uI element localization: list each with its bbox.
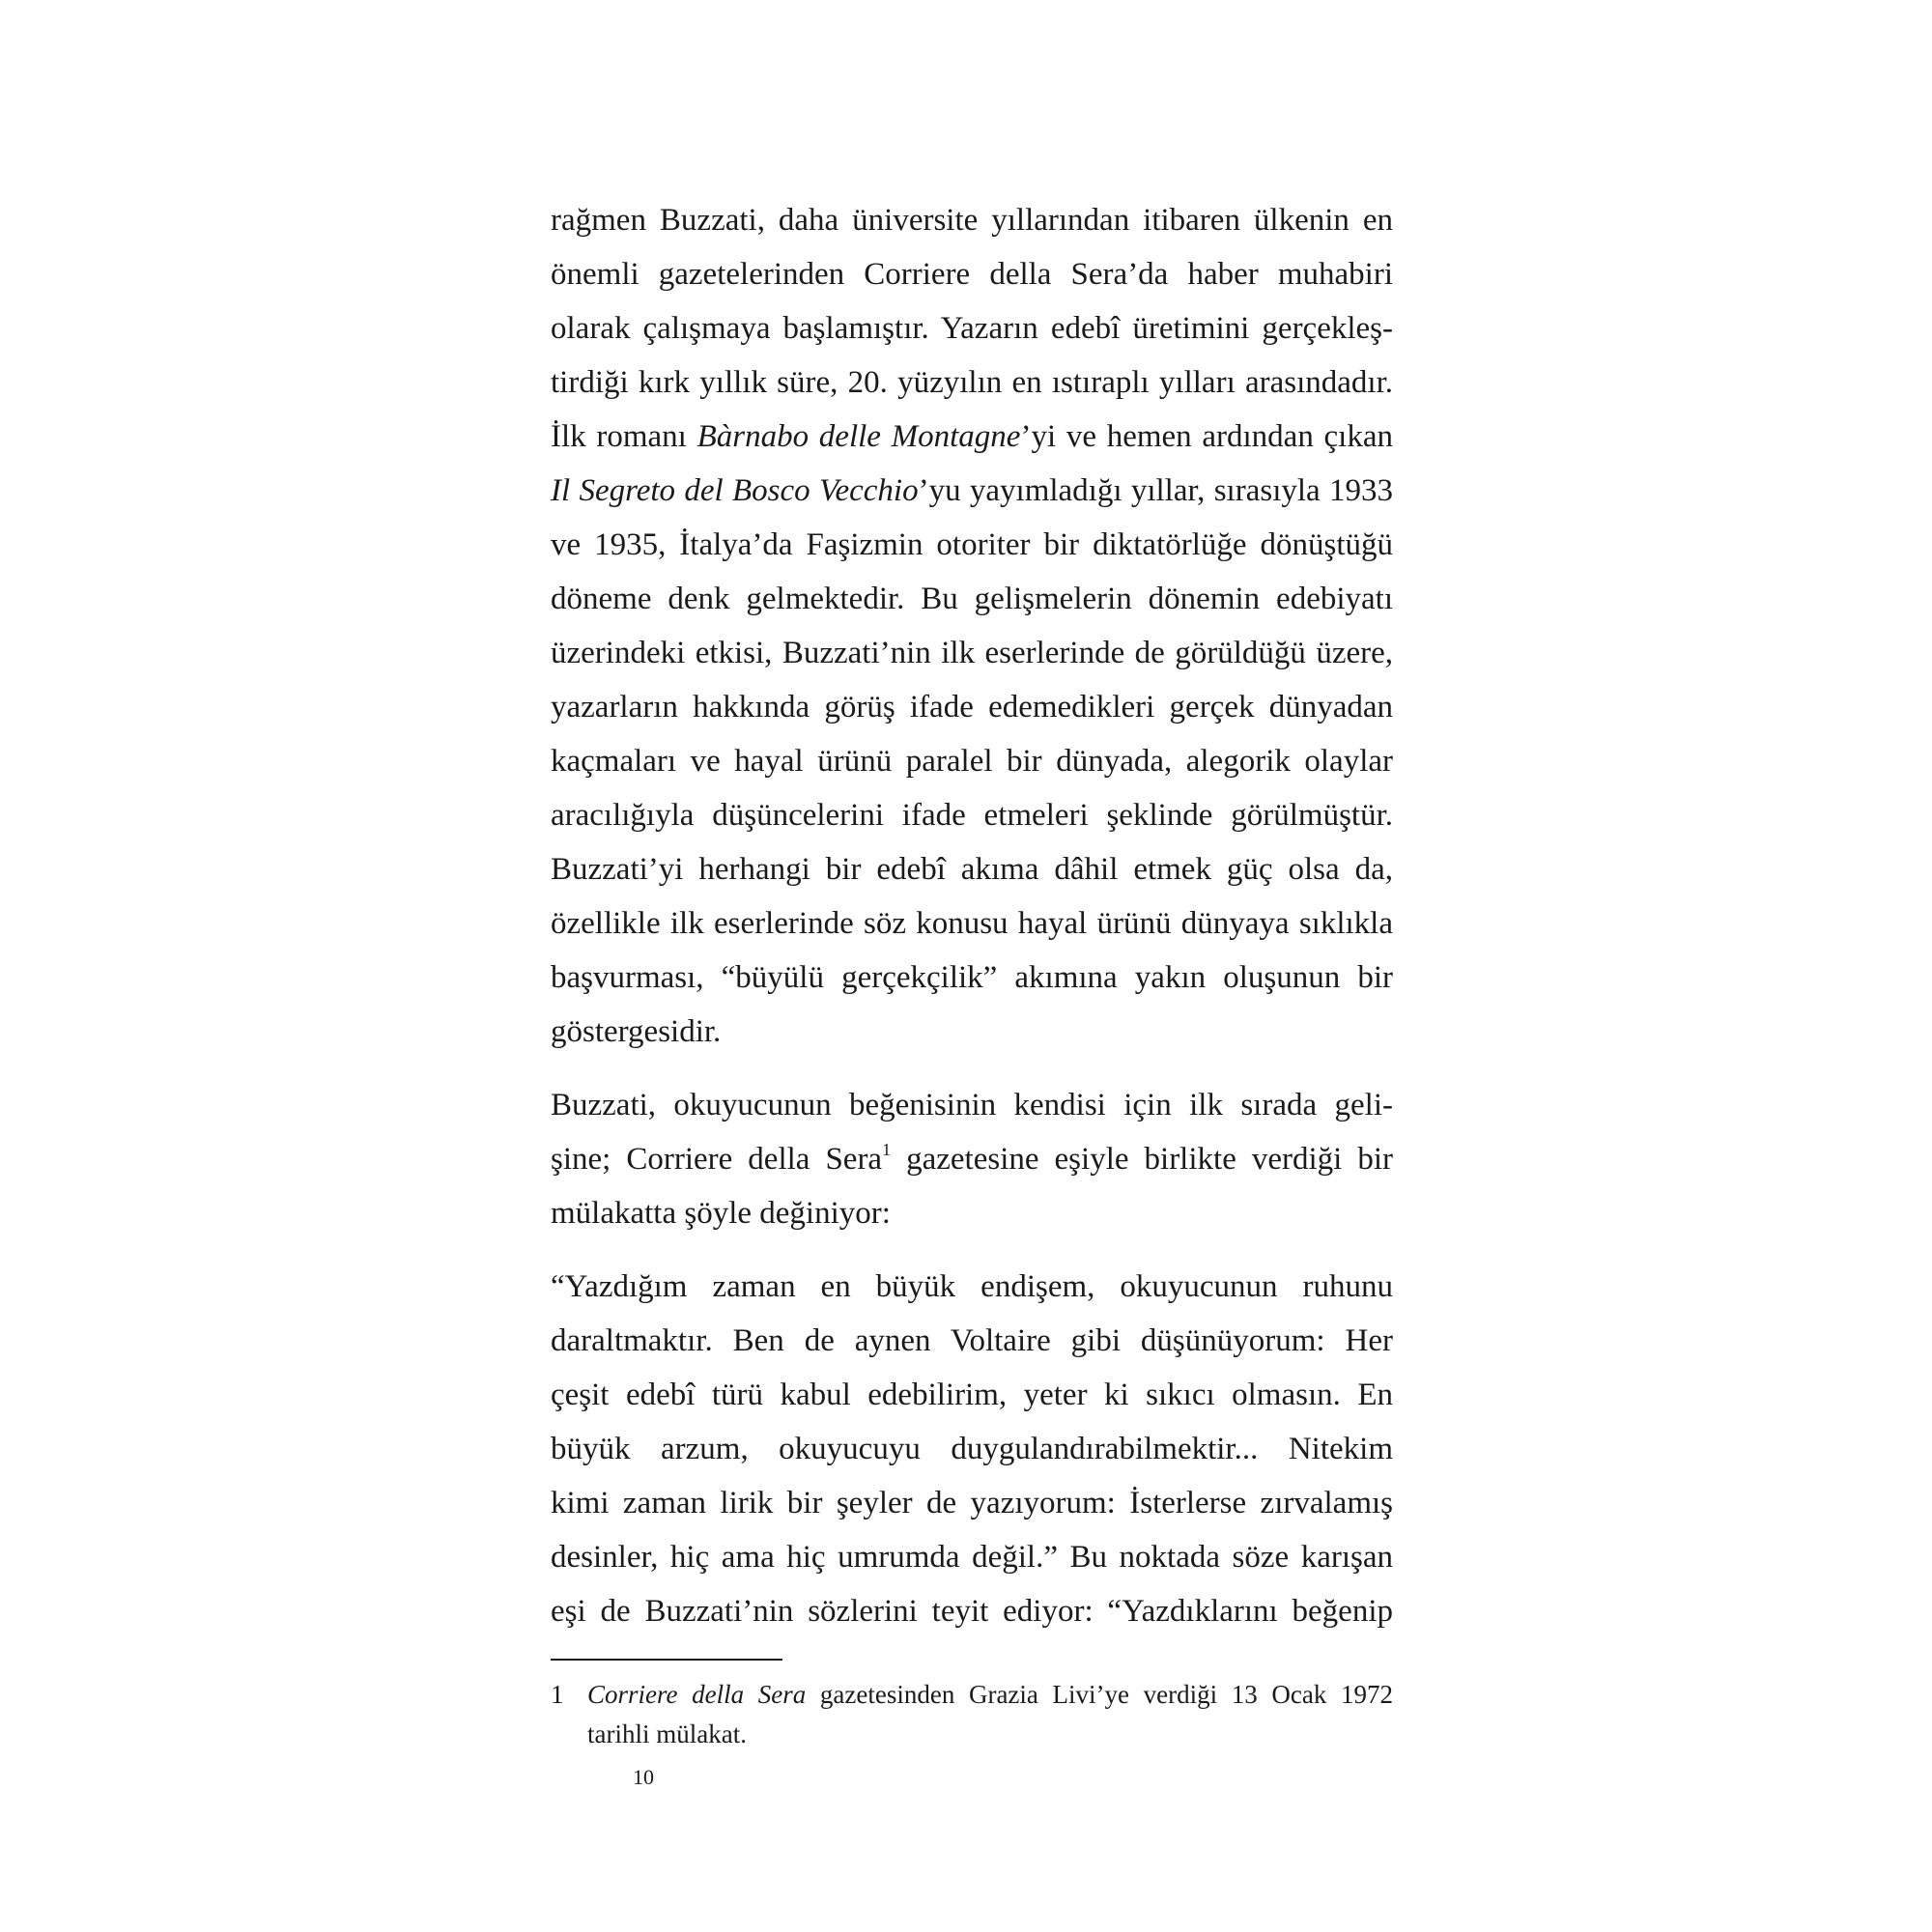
text-line <box>551 464 1393 518</box>
footnote-separator <box>551 1659 782 1661</box>
text-segment: özellikle ilk eserlerinde söz konusu hayal ürünü dünyaya sıklıkla <box>551 906 1393 941</box>
paragraph-gap <box>551 1059 1393 1078</box>
italic-title: Bàrnabo delle Montagne <box>696 419 1021 454</box>
text-line <box>551 951 1393 1005</box>
paragraph <box>551 193 1393 1059</box>
text-line <box>551 788 1393 842</box>
text-segment: mülakatta şöyle değiniyor: <box>551 1196 891 1231</box>
text-segment: kimi zaman lirik bir şeyler de yazıyorum: İsterlerse zırvalamış <box>551 1486 1393 1520</box>
text-segment: ve 1935, İtalya’da Faşizmin otoriter bir diktatörlüğe dönüştüğü <box>551 527 1393 562</box>
text-segment: üzerindeki etkisi, Buzzati’nin ilk eserlerinde de görüldüğü üzere, <box>551 636 1393 670</box>
text-segment: çeşit edebî türü kabul edebilirim, yeter ki sıkıcı olmasın. En <box>551 1378 1393 1412</box>
paragraph <box>551 1078 1393 1240</box>
text-line <box>551 247 1393 301</box>
text-segment: ’yu yayımladığı yıllar, sırasıyla 1933 <box>918 473 1394 508</box>
text-line <box>551 193 1393 247</box>
text-segment: desinler, hiç ama hiç umrumda değil.” Bu noktada söze karışan <box>551 1540 1393 1575</box>
book-page <box>551 193 1393 1835</box>
footnote-text <box>587 1675 1393 1754</box>
text-segment: başvurması, “büyülü gerçekçilik” akımına yakın oluşunun bir <box>551 960 1393 995</box>
footnote <box>551 1675 1393 1754</box>
text-line <box>551 1368 1393 1422</box>
text-line <box>587 1675 1393 1715</box>
text-segment: “Yazdığım zaman en büyük endişem, okuyucunun ruhunu <box>551 1269 1393 1304</box>
text-line <box>551 355 1393 410</box>
text-line <box>551 896 1393 951</box>
text-segment: Buzzati’yi herhangi bir edebî akıma dâhil etmek güç olsa da, <box>551 852 1393 887</box>
text-line <box>551 1422 1393 1476</box>
text-line <box>551 680 1393 734</box>
body-text <box>551 193 1393 1638</box>
text-segment: tarihli mülakat. <box>587 1719 747 1748</box>
italic-title: Il Segreto del Bosco Vecchio <box>551 473 919 508</box>
text-line <box>551 1132 1393 1186</box>
footnote-reference: 1 <box>882 1140 892 1159</box>
page-number: 10 <box>633 1765 654 1789</box>
text-segment: göstergesidir. <box>551 1014 722 1049</box>
text-segment: gazetesinden Grazia Livi’ye verdiği 13 Ocak 1972 <box>806 1680 1393 1709</box>
text-line <box>551 572 1393 626</box>
text-segment: İlk romanı <box>551 419 697 454</box>
text-segment: şine; Corriere della Sera <box>551 1142 883 1177</box>
text-segment: döneme denk gelmektedir. Bu gelişmelerin dönemin edebiyatı <box>551 582 1393 616</box>
text-segment: daraltmaktır. Ben de aynen Voltaire gibi düşünüyorum: Her <box>551 1323 1393 1358</box>
text-segment: büyük arzum, okuyucuyu duygulandırabilmektir... Nitekim <box>551 1432 1393 1466</box>
paragraph <box>551 1260 1393 1638</box>
text-segment: aracılığıyla düşüncelerini ifade etmeleri şeklinde görülmüştür. <box>551 798 1393 833</box>
text-segment: rağmen Buzzati, daha üniversite yıllarından itibaren ülkenin en <box>551 203 1393 238</box>
text-line <box>551 734 1393 788</box>
text-segment: tirdiği kırk yıllık süre, 20. yüzyılın en ıstıraplı yılları arasındadır. <box>551 365 1393 400</box>
text-segment: kaçmaları ve hayal ürünü paralel bir dünyada, alegorik olaylar <box>551 744 1393 779</box>
text-segment: gazetesine eşiyle birlikte verdiği bir <box>891 1142 1393 1177</box>
text-line <box>551 1314 1393 1368</box>
text-line <box>551 518 1393 572</box>
text-segment: yazarların hakkında görüş ifade edemedikleri gerçek dünyadan <box>551 690 1393 724</box>
text-line <box>551 1186 1393 1240</box>
paragraph-gap <box>551 1240 1393 1260</box>
text-line <box>551 410 1393 464</box>
text-line <box>551 1078 1393 1132</box>
text-line <box>551 626 1393 680</box>
text-segment: eşi de Buzzati’nin sözlerini teyit ediyor: “Yazdıklarını beğenip <box>551 1594 1393 1629</box>
text-line <box>551 1476 1393 1530</box>
footnote-number: 1 <box>551 1680 564 1709</box>
italic-title: Corriere della Sera <box>587 1680 807 1709</box>
text-segment: önemli gazetelerinden Corriere della Sera’da haber muhabiri <box>551 257 1393 292</box>
text-segment: olarak çalışmaya başlamıştır. Yazarın edebî üretimini gerçekleş- <box>551 311 1393 346</box>
text-line <box>551 1530 1393 1584</box>
text-line <box>551 842 1393 896</box>
text-line <box>551 1260 1393 1314</box>
text-line <box>551 301 1393 355</box>
text-segment: Buzzati, okuyucunun beğenisinin kendisi için ilk sırada geli- <box>551 1088 1393 1122</box>
text-line <box>587 1715 1393 1754</box>
text-line <box>551 1005 1393 1059</box>
text-line <box>551 1584 1393 1638</box>
text-segment: ’yi ve hemen ardından çıkan <box>1020 419 1394 454</box>
